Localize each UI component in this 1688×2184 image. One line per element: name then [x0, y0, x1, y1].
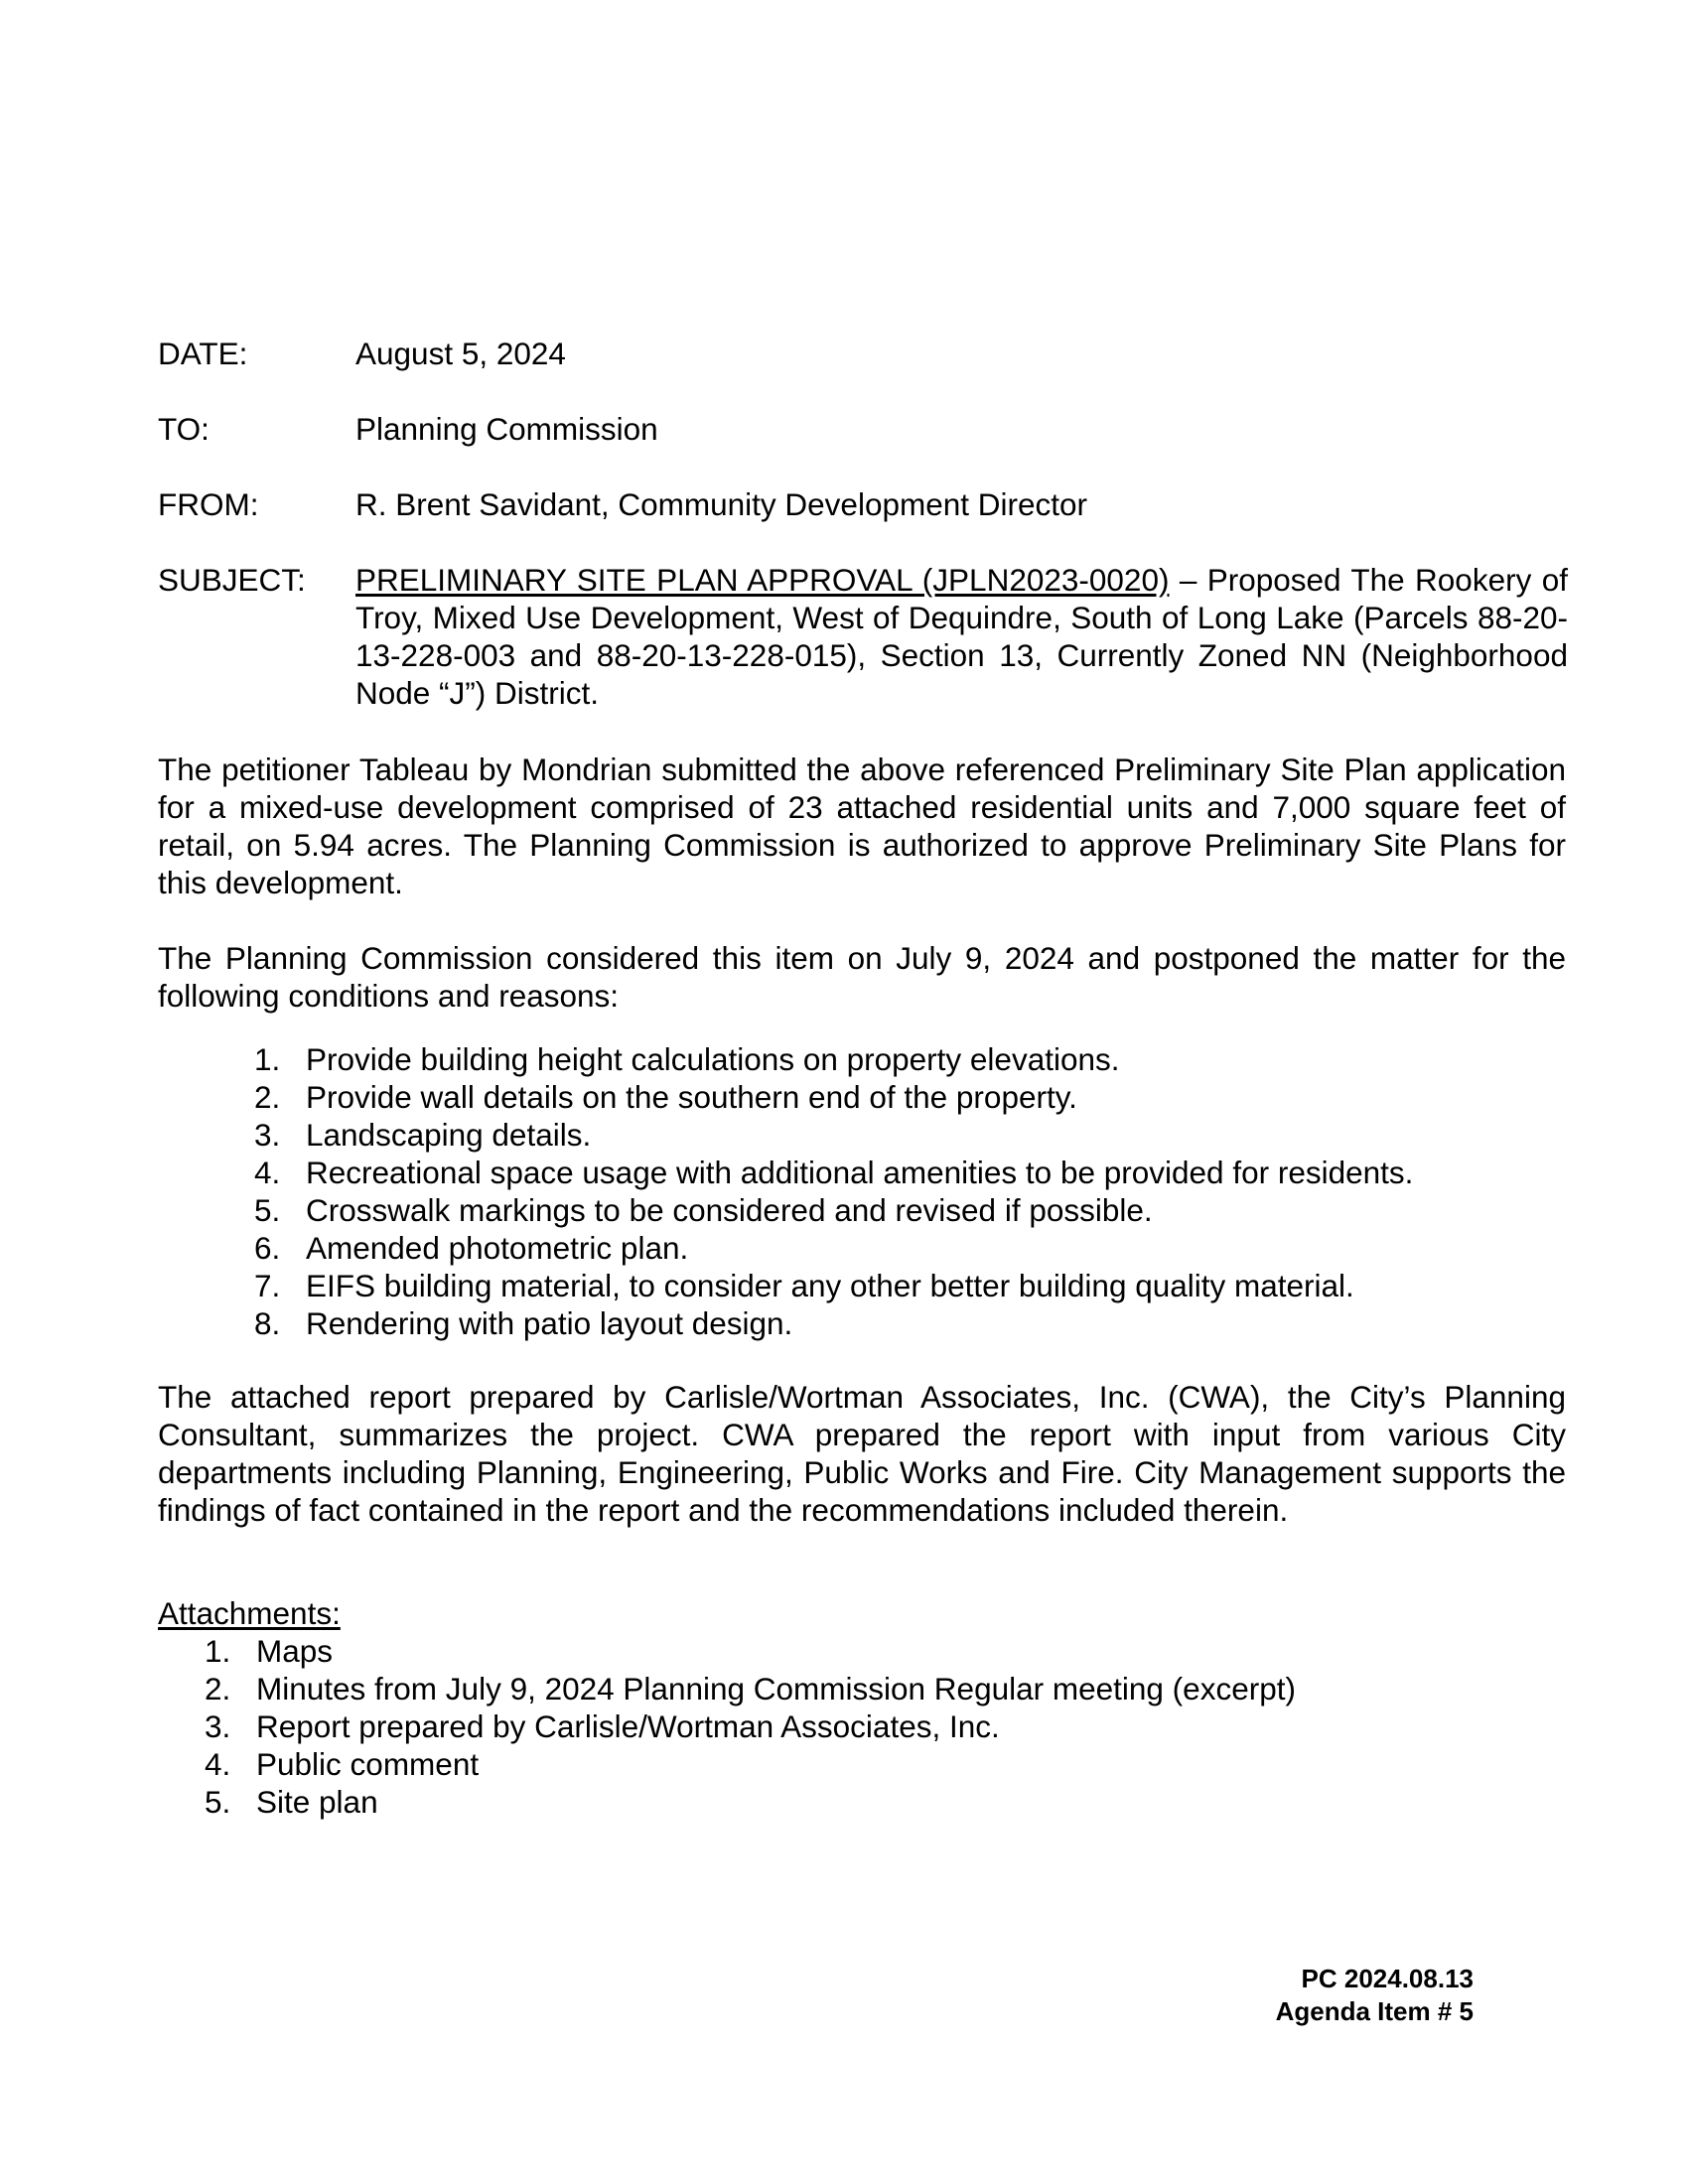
list-text: Recreational space usage with additional amenities to be provided for residents. [306, 1155, 1414, 1190]
postponement-paragraph: The Planning Commission considered this item on July 9, 2024 and postponed the matter for the following conditions and reasons: [158, 940, 1566, 1014]
list-number: 5. [205, 1784, 231, 1820]
list-item [205, 1670, 1296, 1707]
list-number: 3. [205, 1708, 231, 1744]
list-text: Site plan [256, 1784, 378, 1820]
to-value: Planning Commission [355, 411, 658, 447]
list-item [254, 1191, 1545, 1229]
list-text: Rendering with patio layout design. [306, 1305, 793, 1341]
list-text: Crosswalk markings to be considered and revised if possible. [306, 1192, 1153, 1228]
list-item [205, 1745, 1296, 1783]
conditions-list [254, 1040, 1545, 1342]
subject-title: PRELIMINARY SITE PLAN APPROVAL (JPLN2023-0020) [355, 562, 1170, 598]
agenda-footer [1276, 1963, 1474, 2028]
subject-value [355, 561, 1568, 712]
list-text: Maps [256, 1633, 334, 1669]
to-row [158, 410, 1568, 448]
attachments-list [205, 1632, 1296, 1821]
list-item [254, 1154, 1545, 1191]
subject-description: – Proposed The Rookery of Troy, Mixed Use Development, West of Dequindre, South of Long Lake (Parcels 88-20-13-228-003 and 88-20-13-228-015), Section 13, Currently Zoned NN (Neighborhood Node “J”) District. [355, 562, 1568, 711]
list-number: 2. [205, 1671, 231, 1706]
list-item [254, 1078, 1545, 1116]
list-item [254, 1304, 1545, 1342]
intro-paragraph: The petitioner Tableau by Mondrian submitted the above referenced Preliminary Site Plan application for a mixed-use development comprised of 23 attached residential units and 7,000 square feet of retail, on 5.94 acres. The Planning Commission is authorized to approve Preliminary Site Plans for this development. [158, 751, 1566, 900]
list-item [254, 1229, 1545, 1267]
meeting-code: PC 2024.08.13 [1301, 1964, 1474, 1993]
list-number: 6. [254, 1230, 281, 1266]
list-text: Amended photometric plan. [306, 1230, 689, 1266]
report-paragraph: The attached report prepared by Carlisle/Wortman Associates, Inc. (CWA), the City’s Planning Consultant, summarizes the project. CWA prepared the report with input from various City departments including Planning, Engineering, Public Works and Fire. City Management supports the findings of fact contained in the report and the recommendations included therein. [158, 1379, 1566, 1528]
list-item [254, 1267, 1545, 1304]
memo-header [158, 335, 1568, 750]
list-number: 4. [205, 1746, 231, 1782]
list-text: Provide building height calculations on property elevations. [306, 1041, 1120, 1077]
attachments-heading: Attachments: [158, 1595, 341, 1631]
list-number: 1. [254, 1041, 281, 1077]
list-item [205, 1632, 1296, 1670]
subject-label: SUBJECT: [158, 562, 306, 598]
to-label: TO: [158, 411, 210, 447]
list-text: Landscaping details. [306, 1117, 592, 1153]
from-row [158, 485, 1568, 523]
list-text: Public comment [256, 1746, 480, 1782]
list-number: 3. [254, 1117, 281, 1153]
agenda-item-number: Agenda Item # 5 [1275, 1996, 1474, 2026]
date-label: DATE: [158, 336, 248, 371]
from-value: R. Brent Savidant, Community Development Director [355, 486, 1088, 522]
list-item [205, 1783, 1296, 1821]
list-item [205, 1707, 1296, 1745]
list-text: EIFS building material, to consider any other better building quality material. [306, 1268, 1354, 1303]
list-number: 8. [254, 1305, 281, 1341]
list-item [254, 1040, 1545, 1078]
list-text: Minutes from July 9, 2024 Planning Commission Regular meeting (excerpt) [256, 1671, 1296, 1706]
list-number: 7. [254, 1268, 281, 1303]
list-number: 1. [205, 1633, 231, 1669]
date-value: August 5, 2024 [355, 336, 566, 371]
list-number: 5. [254, 1192, 281, 1228]
date-row [158, 335, 1568, 372]
list-number: 2. [254, 1079, 281, 1115]
list-text: Report prepared by Carlisle/Wortman Associates, Inc. [256, 1708, 1000, 1744]
list-text: Provide wall details on the southern end of the property. [306, 1079, 1077, 1115]
list-item [254, 1116, 1545, 1154]
from-label: FROM: [158, 486, 259, 522]
subject-row [158, 561, 1568, 712]
list-number: 4. [254, 1155, 281, 1190]
